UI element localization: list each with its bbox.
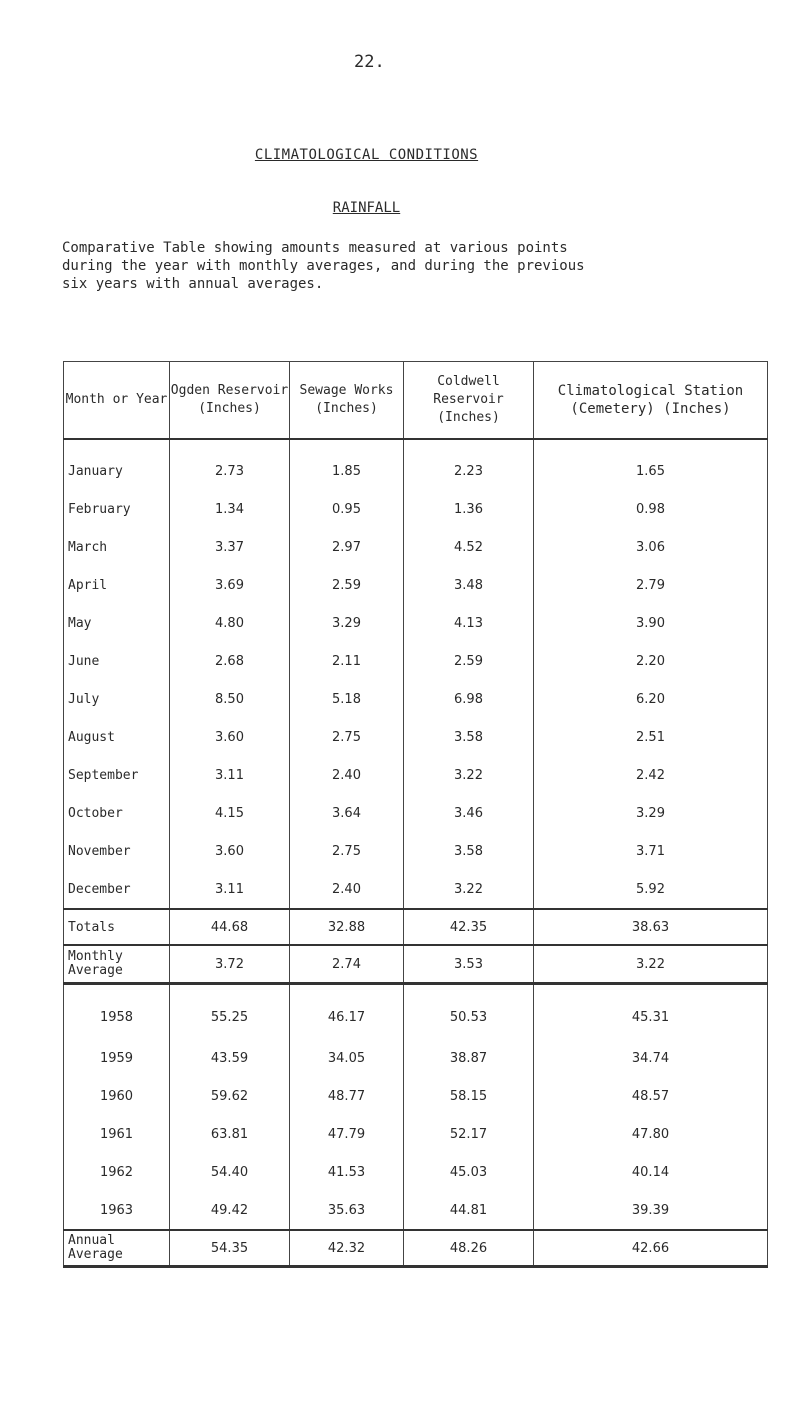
cell-coldwell: 50.53 <box>404 984 534 1040</box>
cell-sewage: 2.40 <box>290 756 404 794</box>
year-row <box>64 1039 768 1077</box>
cell-station: 3.90 <box>534 604 768 642</box>
cell-station: 2.51 <box>534 718 768 756</box>
cell-station: 42.66 <box>534 1230 768 1267</box>
cell-coldwell: 6.98 <box>404 680 534 718</box>
year-row <box>64 984 768 1040</box>
header-sewage: Sewage Works (Inches) <box>290 362 404 440</box>
cell-coldwell: 3.48 <box>404 566 534 604</box>
cell-station: 0.98 <box>534 490 768 528</box>
cell-label: 1959 <box>64 1039 170 1077</box>
cell-station: 48.57 <box>534 1077 768 1115</box>
cell-ogden: 4.15 <box>170 794 290 832</box>
cell-sewage: 2.75 <box>290 718 404 756</box>
cell-coldwell: 52.17 <box>404 1115 534 1153</box>
cell-label: November <box>64 832 170 870</box>
cell-station: 5.92 <box>534 870 768 909</box>
cell-sewage: 2.74 <box>290 945 404 984</box>
cell-ogden: 3.60 <box>170 718 290 756</box>
cell-ogden: 3.69 <box>170 566 290 604</box>
month-row <box>64 642 768 680</box>
header-station: Climatological Station (Cemetery) (Inches) <box>534 362 768 440</box>
cell-label: Monthly Average <box>64 945 170 984</box>
cell-station: 3.71 <box>534 832 768 870</box>
cell-sewage: 3.64 <box>290 794 404 832</box>
cell-station: 2.79 <box>534 566 768 604</box>
cell-label: October <box>64 794 170 832</box>
year-row <box>64 1115 768 1153</box>
cell-station: 45.31 <box>534 984 768 1040</box>
cell-sewage: 3.29 <box>290 604 404 642</box>
cell-ogden: 3.37 <box>170 528 290 566</box>
cell-ogden: 49.42 <box>170 1191 290 1230</box>
cell-label: February <box>64 490 170 528</box>
cell-station: 6.20 <box>534 680 768 718</box>
cell-ogden: 3.72 <box>170 945 290 984</box>
header-month: Month or Year <box>64 362 170 440</box>
month-row <box>64 528 768 566</box>
cell-coldwell: 3.58 <box>404 832 534 870</box>
section-heading: CLIMATOLOGICAL CONDITIONS <box>254 147 479 163</box>
cell-sewage: 34.05 <box>290 1039 404 1077</box>
cell-sewage: 2.59 <box>290 566 404 604</box>
month-row <box>64 566 768 604</box>
cell-sewage: 2.97 <box>290 528 404 566</box>
month-row <box>64 718 768 756</box>
month-row <box>64 680 768 718</box>
cell-ogden: 63.81 <box>170 1115 290 1153</box>
cell-coldwell: 58.15 <box>404 1077 534 1115</box>
cell-coldwell: 3.58 <box>404 718 534 756</box>
cell-coldwell: 45.03 <box>404 1153 534 1191</box>
cell-coldwell: 44.81 <box>404 1191 534 1230</box>
cell-label: March <box>64 528 170 566</box>
cell-sewage: 2.40 <box>290 870 404 909</box>
section-subheading: RAINFALL <box>332 200 401 216</box>
page-number: 22. <box>354 52 385 72</box>
year-row <box>64 1077 768 1115</box>
year-row <box>64 1191 768 1230</box>
cell-label: Annual Average <box>64 1230 170 1267</box>
cell-ogden: 4.80 <box>170 604 290 642</box>
cell-label: January <box>64 439 170 490</box>
header-coldwell: Coldwell Reservoir (Inches) <box>404 362 534 440</box>
cell-ogden: 2.73 <box>170 439 290 490</box>
cell-sewage: 32.88 <box>290 909 404 945</box>
cell-station: 2.42 <box>534 756 768 794</box>
cell-station: 39.39 <box>534 1191 768 1230</box>
cell-coldwell: 4.13 <box>404 604 534 642</box>
cell-sewage: 2.11 <box>290 642 404 680</box>
cell-coldwell: 48.26 <box>404 1230 534 1267</box>
cell-sewage: 2.75 <box>290 832 404 870</box>
cell-label: 1958 <box>64 984 170 1040</box>
cell-station: 2.20 <box>534 642 768 680</box>
cell-sewage: 35.63 <box>290 1191 404 1230</box>
monthly-average-row <box>64 945 768 984</box>
cell-station: 47.80 <box>534 1115 768 1153</box>
cell-label: June <box>64 642 170 680</box>
cell-ogden: 54.35 <box>170 1230 290 1267</box>
year-row <box>64 1153 768 1191</box>
cell-label: 1961 <box>64 1115 170 1153</box>
month-row <box>64 439 768 490</box>
month-row <box>64 870 768 909</box>
cell-ogden: 8.50 <box>170 680 290 718</box>
cell-label: Totals <box>64 909 170 945</box>
month-row <box>64 794 768 832</box>
cell-coldwell: 4.52 <box>404 528 534 566</box>
cell-ogden: 3.11 <box>170 870 290 909</box>
cell-coldwell: 2.59 <box>404 642 534 680</box>
cell-label: 1963 <box>64 1191 170 1230</box>
cell-coldwell: 1.36 <box>404 490 534 528</box>
cell-coldwell: 3.53 <box>404 945 534 984</box>
cell-ogden: 54.40 <box>170 1153 290 1191</box>
header-ogden: Ogden Reservoir (Inches) <box>170 362 290 440</box>
cell-station: 34.74 <box>534 1039 768 1077</box>
cell-label: April <box>64 566 170 604</box>
cell-label: May <box>64 604 170 642</box>
intro-paragraph: Comparative Table showing amounts measured at various points during the year with monthly averages, and during the previous six years with annual averages. <box>62 240 585 292</box>
month-row <box>64 756 768 794</box>
cell-station: 1.65 <box>534 439 768 490</box>
cell-label: September <box>64 756 170 794</box>
cell-label: December <box>64 870 170 909</box>
month-row <box>64 604 768 642</box>
cell-sewage: 48.77 <box>290 1077 404 1115</box>
cell-ogden: 44.68 <box>170 909 290 945</box>
cell-station: 40.14 <box>534 1153 768 1191</box>
cell-coldwell: 42.35 <box>404 909 534 945</box>
cell-coldwell: 38.87 <box>404 1039 534 1077</box>
cell-ogden: 3.11 <box>170 756 290 794</box>
month-row <box>64 832 768 870</box>
cell-sewage: 41.53 <box>290 1153 404 1191</box>
table-header-row <box>64 362 768 440</box>
cell-ogden: 1.34 <box>170 490 290 528</box>
cell-label: August <box>64 718 170 756</box>
cell-ogden: 43.59 <box>170 1039 290 1077</box>
cell-sewage: 5.18 <box>290 680 404 718</box>
cell-station: 3.22 <box>534 945 768 984</box>
cell-station: 38.63 <box>534 909 768 945</box>
rainfall-table <box>63 361 768 1268</box>
cell-sewage: 42.32 <box>290 1230 404 1267</box>
cell-coldwell: 3.22 <box>404 756 534 794</box>
cell-sewage: 0.95 <box>290 490 404 528</box>
month-row <box>64 490 768 528</box>
cell-coldwell: 3.22 <box>404 870 534 909</box>
cell-ogden: 3.60 <box>170 832 290 870</box>
cell-sewage: 46.17 <box>290 984 404 1040</box>
cell-ogden: 55.25 <box>170 984 290 1040</box>
cell-label: 1962 <box>64 1153 170 1191</box>
annual-average-row <box>64 1230 768 1267</box>
cell-ogden: 59.62 <box>170 1077 290 1115</box>
cell-sewage: 1.85 <box>290 439 404 490</box>
totals-row <box>64 909 768 945</box>
cell-station: 3.06 <box>534 528 768 566</box>
cell-station: 3.29 <box>534 794 768 832</box>
cell-ogden: 2.68 <box>170 642 290 680</box>
cell-sewage: 47.79 <box>290 1115 404 1153</box>
cell-label: July <box>64 680 170 718</box>
cell-coldwell: 3.46 <box>404 794 534 832</box>
cell-coldwell: 2.23 <box>404 439 534 490</box>
cell-label: 1960 <box>64 1077 170 1115</box>
